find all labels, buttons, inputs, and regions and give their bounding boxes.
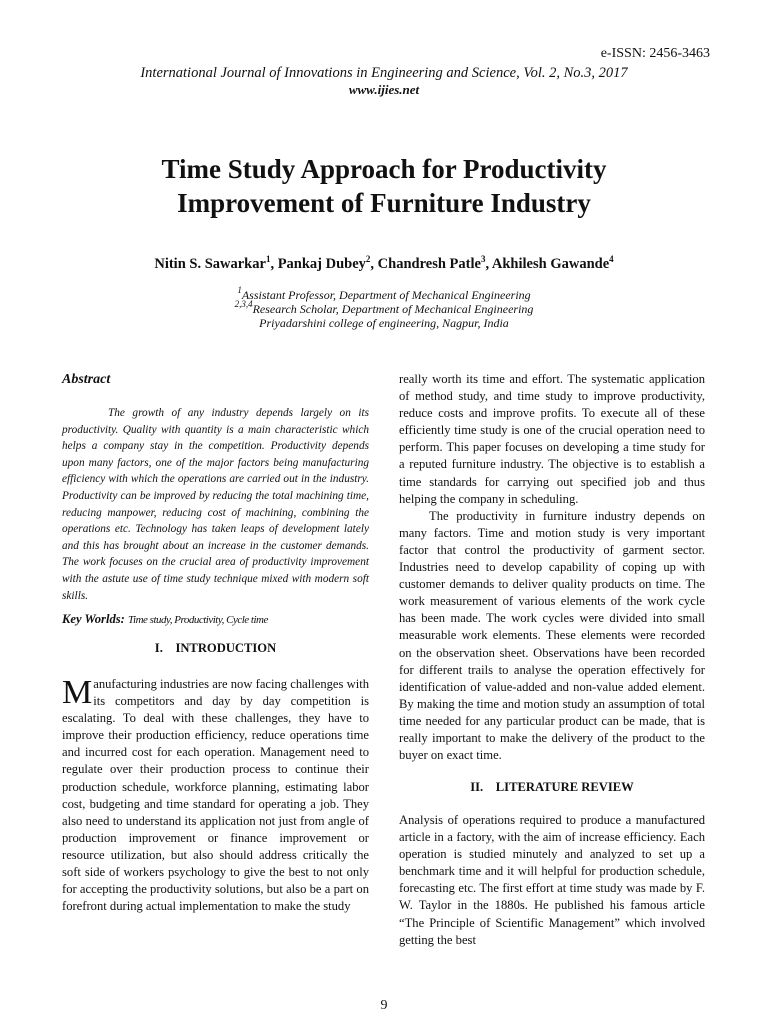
author-name: Akhilesh Gawande — [491, 256, 610, 272]
section-heading-introduction: I. INTRODUCTION — [154, 641, 277, 655]
affiliation-line — [60, 285, 708, 302]
drop-cap: M — [62, 674, 93, 711]
affiliation-text: Assistant Professor, Department of Mechanical Engineering — [241, 288, 531, 302]
right-column — [399, 371, 705, 764]
intro-paragraph-2: The productivity in furniture industry depends on many factors. Time and motion study is very important factor that control the productivity of garment sector. Industries need to develop capability of coping up with customer demands to deliver quality products on time. The work measurement of various elements of the work cycle has been made. The work cycles were divided into small measurable work elements. These elements were recorded on the observation sheet. Observations have been recorded for different trails to analyse the operation effectively for identification of value-added and non-value added element. By making the time and motion study an assumption of total time needed for any particular product can be made, that is really important to make the delivery of the product to the buyer on exact time. — [399, 508, 705, 763]
affiliation-line — [60, 299, 708, 316]
author-name: Pankaj Dubey — [277, 256, 366, 272]
author-separator: , — [370, 256, 378, 272]
section-heading-literature-review: II. LITERATURE REVIEW — [470, 780, 634, 794]
paper-title — [60, 152, 708, 220]
affiliation-line: Priyadarshini college of engineering, Nagpur, India — [259, 316, 509, 330]
author-sup: 4 — [609, 254, 614, 264]
literature-paragraph-1 — [399, 812, 705, 949]
affiliation-sup: 1 — [237, 285, 242, 295]
intro-paragraph-1-continued: really worth its time and effort. The systematic application of method study, and time study to improve productivity, reduce costs and improve profits. To execute all of these efficiently time study is one of the crucial operation need to perform. This paper focuses on developing a time study for a reputed furniture industry. The objective is to establish a time standards for carrying out specified job and thus helping the company in scheduling. — [399, 372, 705, 506]
journal-website[interactable]: www.ijies.net — [348, 82, 420, 97]
author-list — [60, 256, 708, 273]
intro-text: anufacturing industries are now facing challenges with its competitors and day by day competition is escalating. To deal with these challenges, they have to improve their production efficiency, reduce operations time and incurred cost for each operation. Management need to regulate over their production process to continue their production schedule, workforce planning, estimating labor cost, budgeting and time standard for operating a job. They also need to understand its application not just from angle of production improvement or finance improvement or resource utilization, but also should address critically the soft side of workers psychology to give the best to not only for accepting the productivity solutions, but also be a part on forefront during actual implementation to make the study — [62, 677, 369, 914]
intro-paragraph-1 — [62, 676, 369, 915]
abstract-heading: Abstract — [62, 372, 111, 387]
author-name: Chandresh Patle — [377, 256, 481, 272]
affiliation-sup: 2,3,4 — [234, 299, 253, 309]
affiliation-text: Research Scholar, Department of Mechanical Engineering — [252, 302, 534, 316]
abstract-text: The growth of any industry depends largely on its productivity. Quality with quantity is a main characteristic which helps a company stay in the competition. Productivity depends upon many factors, one of the major factors being manufacturing efficiency with which the operations are carried out in the industry. Productivity can be improved by reducing the total machining time, reducing manpower, reducing cost of machining, combining the operations etc. Technology has taken leaps of development lately and this has brought about an increase in the customer demands. The work focuses on the crucial area of productivity improvement with the astute use of time study technique mixed with modern soft skills. — [62, 407, 369, 602]
author-sup: 2 — [365, 254, 371, 264]
author-separator: , — [485, 256, 492, 272]
keywords-value: Time study, Productivity, Cycle time — [128, 614, 268, 626]
title-line-1: Time Study Approach for Productivity — [161, 154, 607, 184]
author-name: Nitin S. Sawarkar — [154, 256, 266, 272]
keywords — [62, 612, 369, 627]
author-sup: 3 — [480, 254, 486, 264]
keywords-label: Key Worlds: — [62, 612, 125, 626]
page-number: 9 — [380, 998, 388, 1013]
author-sup: 1 — [265, 254, 271, 264]
author-separator: , — [270, 256, 278, 272]
literature-text: Analysis of operations required to produce a manufactured article in a factory, with the aim of increase efficiency. Each operation is studied minutely and analyzed to set up a benchmark time and it will helpful for production schedule, forecasting etc. The first effort at time study was made by F. W. Taylor in the 1880s. He published his famous article “The Principle of Scientific Management” which involved getting the best — [399, 813, 705, 947]
title-line-2: Improvement of Furniture Industry — [177, 188, 591, 218]
journal-name: International Journal of Innovations in Engineering and Science, Vol. 2, No.3, 2017 — [140, 65, 628, 81]
affiliations — [60, 285, 708, 330]
issn: e-ISSN: 2456-3463 — [600, 46, 710, 61]
